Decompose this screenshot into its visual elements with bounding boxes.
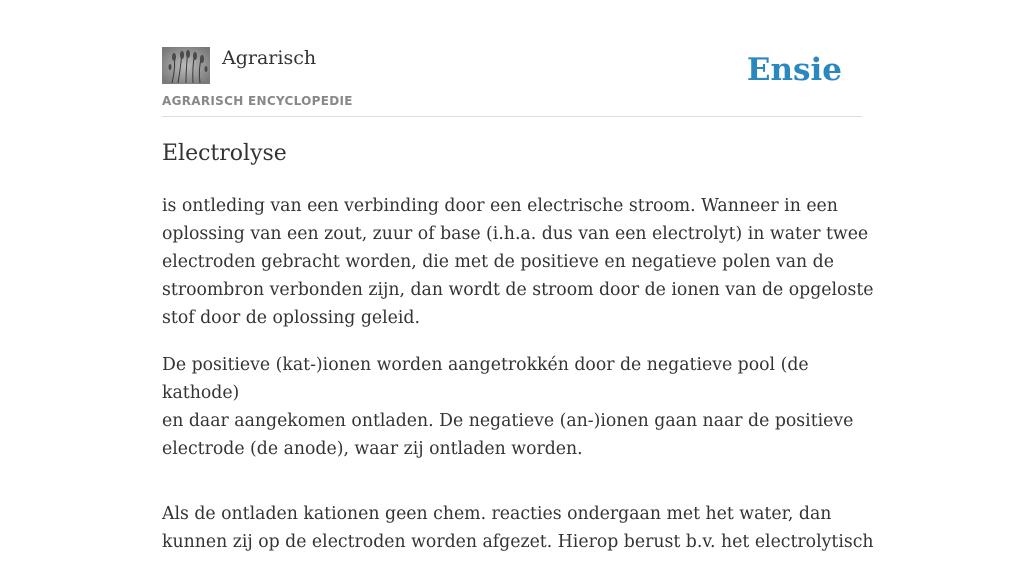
paragraph: Als de ontladen kationen geen chem. reacties ondergaan met het water, dan kunnen zij op de electroden worden afgezet. Hierop berust b.v. het electrolytisch	[162, 504, 874, 552]
article-title: Electrolyse	[162, 141, 287, 166]
brand-logo[interactable]: Ensie	[746, 52, 842, 88]
source-subtitle[interactable]: AGRARISCH ENCYCLOPEDIE	[162, 94, 353, 108]
wheat-image-icon[interactable]	[162, 47, 210, 84]
paragraph: De positieve (kat-)ionen worden aangetrokkén door de negatieve pool (de kathode) en daar aangekomen ontladen. De negatieve (an-)ionen gaan naar de positieve electrode (de anode), waar zij ontladen worden.	[162, 355, 854, 459]
paragraph: is ontleding van een verbinding door een electrische stroom. Wanneer in een oplossing van een zout, zuur of base (i.h.a. dus van een electrolyt) in water twee electroden gebracht worden, die met de positieve en negatieve polen van de stroombron verbonden zijn, dan wordt de stroom door de ionen van de opgeloste stof door de oplossing geleid.	[162, 196, 874, 328]
header	[162, 44, 862, 117]
article-body	[162, 192, 882, 575]
source-name[interactable]: Agrarisch	[222, 47, 317, 69]
